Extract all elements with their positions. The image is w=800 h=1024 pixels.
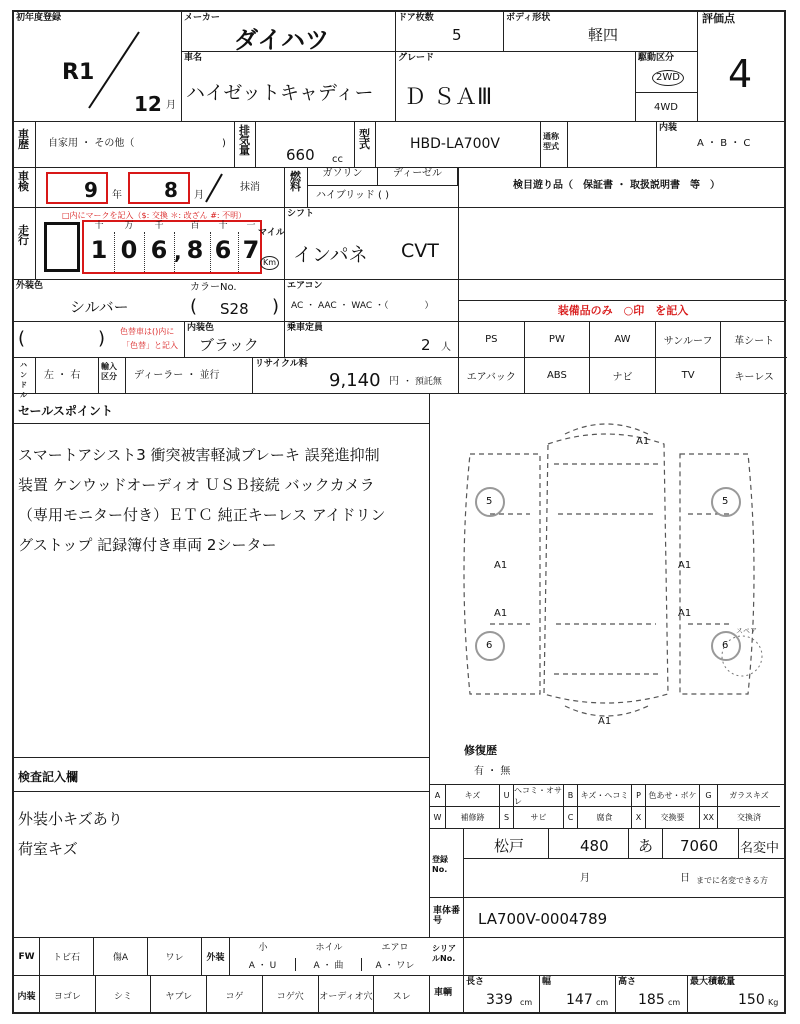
docs-label: 検目遊り品（ 保証書 ・ 取扱説明書 等 ） <box>513 180 720 191</box>
legend-cell: X <box>632 807 646 829</box>
odometer-unit-label: 千 <box>154 221 164 231</box>
interior-color-value: ブラック <box>199 336 259 354</box>
equipment-item: PS <box>459 322 525 358</box>
sales-point-line: （専用モニター付き）ＥＴＣ 純正キーレス アイドリン <box>18 506 386 524</box>
km-label: Km <box>260 256 279 270</box>
interior-color-row: ( ) 色替車は()内に 「色替」と記入 内装色 ブラック 乗車定員 2 人 <box>14 322 458 358</box>
capacity-value: 2 <box>421 336 431 354</box>
legend-cell: ガラスキズ <box>718 785 780 807</box>
name-change: 名変中 <box>740 841 780 856</box>
maker-label: メーカー <box>184 13 220 23</box>
odometer-digit: 8 <box>186 236 204 264</box>
legend-cell: 交換要 <box>646 807 700 829</box>
body-cell <box>504 12 698 52</box>
mile-label: マイル <box>258 228 285 238</box>
import-value: ディーラー ・ 並行 <box>134 370 220 381</box>
length-unit: cm <box>520 998 533 1007</box>
fuel-hybrid: ハイブリッド <box>316 190 375 201</box>
interior-color-label: 内装色 <box>187 323 215 333</box>
history-close-paren: ) <box>222 138 226 149</box>
reg-place: 松戸 <box>494 837 525 855</box>
first-reg-month: 12 <box>134 92 162 116</box>
car-diagram <box>430 394 786 734</box>
aircon-label: エアコン <box>287 281 323 291</box>
odometer-separator <box>210 232 211 272</box>
odometer-digit: 6 <box>150 236 168 264</box>
car-name-label: 車名 <box>184 53 203 63</box>
int-item: シミ <box>96 976 152 1014</box>
ext-item-sub: A ・ ワレ <box>375 961 415 971</box>
fuel-diesel: ディーゼル <box>378 168 458 186</box>
diagram-mark: 5 <box>486 496 493 507</box>
legend-cell: P <box>632 785 646 807</box>
grade-score-cell <box>698 12 786 122</box>
odometer-digit: 7 <box>242 236 260 264</box>
drive-cell <box>636 52 698 122</box>
fw-ext-row <box>14 938 430 976</box>
diagram-mark: A1 <box>678 560 692 571</box>
type-label: 型式 <box>354 122 376 167</box>
odometer-unit-label: 十 <box>218 221 228 231</box>
odometer-digit: 6 <box>214 236 232 264</box>
first-reg-year: R1 <box>62 60 95 85</box>
sales-points-header <box>14 394 430 424</box>
diagram-mark: A1 <box>494 608 508 619</box>
interior-cell <box>656 122 786 167</box>
inspector-panel <box>14 758 430 938</box>
maker-cell <box>182 12 396 52</box>
inspection-year: 9 <box>84 178 98 202</box>
doors-cell <box>396 12 504 52</box>
ext-item-head: 小 <box>258 943 268 953</box>
interior-label: 内装 <box>659 123 678 133</box>
legend-cell: 色あせ・ボケ <box>646 785 700 807</box>
size-row <box>430 976 786 1014</box>
reg-class: 480 <box>580 837 609 855</box>
maker-value: ダイハツ <box>234 26 330 54</box>
doors-value: 5 <box>452 26 462 44</box>
shift-position: インパネ <box>293 244 368 266</box>
spare-label: スペア <box>736 627 757 635</box>
car-name-value: ハイゼットキャディー <box>186 82 374 104</box>
recycle-unit: 円 <box>389 376 399 387</box>
equipment-item: PW <box>525 322 591 358</box>
drive-label: 駆動区分 <box>638 53 675 63</box>
doors-label: ドア枚数 <box>398 13 434 23</box>
grade-score-value: 4 <box>728 52 753 96</box>
width-unit: cm <box>596 998 609 1007</box>
inspection-canceled: 抹消 <box>240 182 260 193</box>
inspection-month: 8 <box>164 178 178 202</box>
legend-cell: ヘコミ・オサレ <box>514 785 562 806</box>
int-item: ヤブレ <box>151 976 207 1014</box>
int-item: ヨゴレ <box>40 976 96 1014</box>
legend-cell: W <box>430 807 446 829</box>
odometer-unit-label: 万 <box>124 221 134 231</box>
size-label: 車輌 <box>430 976 464 1014</box>
exterior-color-row: 外装色 シルバー カラーNo. ( S28 ) エアコン AC ・ AAC ・ WAC ・（ ） <box>14 280 458 322</box>
equipment-item: キーレス <box>721 358 787 394</box>
width-label: 幅 <box>542 977 552 987</box>
capacity-cell <box>284 322 458 357</box>
color-no-label: カラーNo. <box>190 282 237 293</box>
repair-history-value: 有 ・ 無 <box>474 766 511 777</box>
legend-cell: B <box>564 785 578 807</box>
capacity-unit: 人 <box>441 342 451 353</box>
diagram-mark: 6 <box>486 640 493 651</box>
handle-value: 左 ・ 右 <box>44 370 81 381</box>
aircon-options: AC ・ AAC ・ WAC ・（ ） <box>291 301 434 311</box>
registration-panel <box>430 828 786 898</box>
serial-label: シリアルNo. <box>430 938 464 975</box>
shift-label: シフト <box>287 209 315 219</box>
exterior-label: 外装色 <box>16 281 44 291</box>
odometer-digit: 1 <box>90 236 108 264</box>
equipment-item: ナビ <box>590 358 656 394</box>
legend-cell: 交換済 <box>718 807 780 829</box>
legend-cell: 腐食 <box>578 807 632 829</box>
odometer-digit: 0 <box>120 236 138 264</box>
recycle-deposit: ・ 預託無 <box>403 377 442 387</box>
diagram-mark: A1 <box>598 716 612 727</box>
reg-deadline-note: までに名変できる方 <box>696 876 768 885</box>
type-value: HBD-LA700V <box>410 136 500 152</box>
legend-cell: キズ <box>446 785 500 807</box>
height-label: 高さ <box>618 977 637 987</box>
handle-label: ハンドル <box>14 358 36 393</box>
load-label: 最大積載量 <box>690 977 736 987</box>
legend-cell: サビ <box>514 807 564 829</box>
inspection-year-unit: 年 <box>112 190 122 201</box>
capacity-label: 乗車定員 <box>287 323 324 333</box>
body-value: 軽四 <box>588 26 619 44</box>
legend-cell: XX <box>700 807 718 829</box>
odometer-separator <box>238 232 239 272</box>
odometer-digits <box>82 220 262 274</box>
int-item: コゲ <box>207 976 263 1014</box>
fw-item: トビ石 <box>40 938 94 976</box>
int-item: コゲ穴 <box>263 976 319 1014</box>
odometer-unit-label: 十 <box>94 221 104 231</box>
int-item: オーディオ穴 <box>319 976 375 1014</box>
drive-4wd: 4WD <box>654 102 678 113</box>
aircon-cell <box>284 280 458 321</box>
interior-damage-row <box>14 976 430 1014</box>
ext-item-head: エアロ <box>381 943 409 953</box>
equipment-grid <box>458 322 786 394</box>
repair-history-label: 修復歴 <box>464 744 497 757</box>
legend-cell: G <box>700 785 718 807</box>
fuel-label: 燃料 <box>284 168 308 207</box>
mileage-row <box>14 208 458 280</box>
length-value: 339 <box>486 992 513 1008</box>
exterior-value: シルバー <box>70 298 129 316</box>
repaint-note-1: 色替車は()内に <box>120 327 175 336</box>
inspection-row <box>14 168 786 208</box>
sales-points-label: セールスポイント <box>18 404 113 418</box>
equipment-item: ABS <box>525 358 591 394</box>
grade-value: Ｄ ＳＡⅢ <box>404 85 493 110</box>
first-reg-month-unit: 月 <box>166 100 176 111</box>
height-value: 185 <box>638 992 665 1008</box>
fw-label: FW <box>14 938 40 976</box>
fuel-gasoline: ガソリン <box>308 168 378 186</box>
legend-cell: 補修跡 <box>446 807 500 829</box>
reg-day-unit: 日 <box>680 873 690 884</box>
length-label: 長さ <box>466 977 485 987</box>
diagram-mark: 5 <box>722 496 729 507</box>
grade-score-label: 評価点 <box>702 12 735 25</box>
drive-2wd: 2WD <box>652 70 684 86</box>
displacement-label: 排気量 <box>234 122 256 167</box>
equipment-item: AW <box>590 322 656 358</box>
legend-cell: U <box>500 785 514 807</box>
equipment-item: サンルーフ <box>656 322 722 358</box>
height-unit: cm <box>668 998 681 1007</box>
sales-point-line: スマートアシスト3 衝突被害軽減ブレーキ 誤発進抑制 <box>18 446 380 464</box>
ext-item-sub: A ・ U <box>230 958 296 971</box>
slash-mark-2 <box>204 172 224 204</box>
serial-cell <box>430 938 786 976</box>
interior-color-cell <box>184 322 284 357</box>
registration-label: 登録No. <box>430 829 464 898</box>
inspector-label: 検査記入欄 <box>18 770 79 784</box>
diagram-mark: A1 <box>678 608 692 619</box>
chassis-label: 車体番号 <box>430 898 464 937</box>
odometer-unit-label: 百 <box>190 221 200 231</box>
ext-item-head: ホイル <box>315 943 343 953</box>
mileage-mark-box <box>44 222 80 272</box>
int-label: 内装 <box>14 976 40 1014</box>
chassis-panel <box>430 898 786 938</box>
ext-label: 外装 <box>202 938 230 976</box>
interior-grades: A ・ B ・ C <box>697 138 751 149</box>
sales-point-line: 装置 ケンウッドオーディオ ＵＳＢ接続 バックカメラ <box>18 476 375 494</box>
mileage-note: □内にマークを記入（$: 交換 ＊: 改ざん #: 不明） <box>62 211 247 220</box>
reg-kana: あ <box>638 837 654 855</box>
equipment-item: TV <box>656 358 722 394</box>
sales-points-panel <box>14 394 430 758</box>
load-value: 150 <box>738 992 765 1008</box>
fuel-hybrid-paren: ( ) <box>378 190 389 201</box>
car-name-cell <box>182 52 396 122</box>
legend-cell: C <box>564 807 578 829</box>
history-label: 車歴 <box>14 122 36 167</box>
recycle-fee: 9,140 <box>329 370 381 391</box>
inspection-year-box <box>46 172 108 204</box>
odometer-unit-label: 一 <box>246 221 256 231</box>
legend-cell: A <box>430 785 446 807</box>
shift-cell <box>284 208 458 279</box>
inspection-month-box <box>128 172 190 204</box>
history-value: 自家用 ・ その他（ <box>48 138 135 149</box>
car-diagram-panel <box>430 394 786 784</box>
legend-cell: キズ・ヘコミ <box>578 785 632 807</box>
grade-label: グレード <box>398 53 435 63</box>
common-type-label: 通称型式 <box>540 122 568 167</box>
inspection-month-unit: 月 <box>194 190 204 201</box>
fw-item: 傷A <box>94 938 148 976</box>
equipment-item: エアバック <box>459 358 525 394</box>
sales-point-line: グストップ 記録簿付き車両 2シーター <box>18 536 277 554</box>
docs-blank-area <box>458 208 786 280</box>
first-reg-label: 初年度登録 <box>16 13 62 23</box>
chassis-value: LA700V-0004789 <box>478 910 608 928</box>
import-label: 輸入区分 <box>98 358 126 393</box>
int-item: スレ <box>374 976 430 1014</box>
load-unit: Kg <box>768 998 779 1007</box>
history-row <box>14 122 786 168</box>
shift-type: CVT <box>401 240 439 262</box>
damage-legend <box>430 784 786 828</box>
odometer-separator <box>114 232 115 272</box>
body-label: ボディ形状 <box>506 13 551 23</box>
diagram-mark: A1 <box>494 560 508 571</box>
docs-cell <box>458 168 786 207</box>
handle-row <box>14 358 458 399</box>
inspection-label: 車検 <box>14 168 36 207</box>
fw-item: ワレ <box>148 938 202 976</box>
displacement-value: 660 <box>286 146 315 164</box>
diagram-mark: 6 <box>722 640 729 651</box>
displacement-unit: cc <box>332 154 343 165</box>
ext-item-sub: A ・ 曲 <box>296 958 362 971</box>
width-value: 147 <box>566 992 593 1008</box>
first-registration-cell <box>14 12 182 122</box>
legend-cell: S <box>500 807 514 829</box>
equipment-note-cell <box>458 280 786 322</box>
odometer-comma: , <box>174 240 182 264</box>
reg-month-unit: 月 <box>580 873 590 884</box>
repaint-note-2: 「色替」と記入 <box>122 341 178 350</box>
mileage-label: 走行 <box>14 208 36 279</box>
diagram-mark: A1 <box>636 436 650 447</box>
grade-cell <box>396 52 636 122</box>
equipment-item: 革シート <box>721 322 787 358</box>
equipment-note: 装備品のみ ○印 を記入 <box>459 300 787 321</box>
inspector-line: 荷室キズ <box>18 840 78 858</box>
auction-sheet <box>12 10 786 1014</box>
color-no-value: S28 <box>220 300 249 318</box>
odometer-separator <box>144 232 145 272</box>
recycle-label: リサイクル料 <box>255 359 308 369</box>
inspector-header <box>14 758 430 792</box>
recycle-cell <box>252 358 458 393</box>
inspector-line: 外装小キズあり <box>18 810 123 828</box>
reg-number: 7060 <box>680 837 719 855</box>
